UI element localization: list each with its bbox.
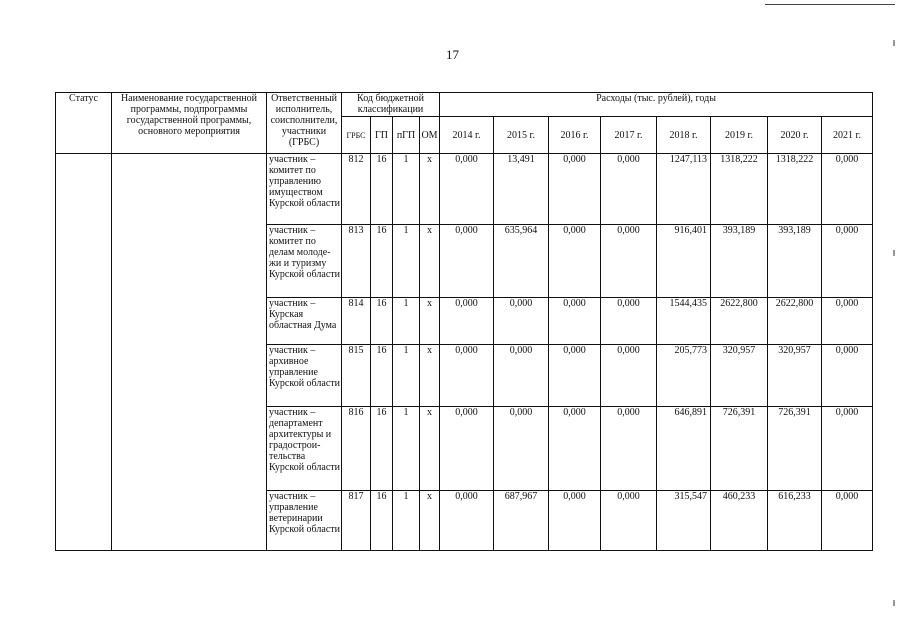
page-number: 17 <box>446 47 459 62</box>
om-cell: х <box>420 298 440 345</box>
value-cell: 0,000 <box>440 407 494 491</box>
value-cell: 0,000 <box>440 345 494 407</box>
value-cell: 726,391 <box>711 407 768 491</box>
header-year: 2016 г. <box>549 117 601 154</box>
gp-cell: 16 <box>371 154 393 225</box>
gp-cell: 16 <box>371 491 393 551</box>
status-cell <box>56 154 112 551</box>
executor-cell: участник – архивное управление Курской области <box>267 345 342 407</box>
value-cell: 0,000 <box>440 225 494 298</box>
value-cell: 0,000 <box>494 298 549 345</box>
budget-table <box>55 92 873 551</box>
pgp-cell: 1 <box>393 298 420 345</box>
value-cell: 0,000 <box>549 407 601 491</box>
gp-cell: 16 <box>371 407 393 491</box>
value-cell: 0,000 <box>822 491 873 551</box>
header-status: Статус <box>56 93 112 154</box>
value-cell: 0,000 <box>601 407 657 491</box>
om-cell: х <box>420 154 440 225</box>
value-cell: 0,000 <box>601 345 657 407</box>
pgp-cell: 1 <box>393 225 420 298</box>
value-cell: 393,189 <box>768 225 822 298</box>
pgp-cell: 1 <box>393 407 420 491</box>
header-expenses: Расходы (тыс. рублей), годы <box>440 93 873 117</box>
header-budget-code: Код бюджетной классификации <box>342 93 440 117</box>
value-cell: 205,773 <box>657 345 711 407</box>
value-cell: 2622,800 <box>711 298 768 345</box>
value-cell: 0,000 <box>601 225 657 298</box>
grbs-cell: 813 <box>342 225 371 298</box>
om-cell: х <box>420 407 440 491</box>
value-cell: 0,000 <box>549 225 601 298</box>
value-cell: 0,000 <box>440 154 494 225</box>
value-cell: 0,000 <box>601 154 657 225</box>
value-cell: 0,000 <box>440 298 494 345</box>
value-cell: 1247,113 <box>657 154 711 225</box>
value-cell: 320,957 <box>768 345 822 407</box>
margin-mark <box>893 600 895 606</box>
value-cell: 315,547 <box>657 491 711 551</box>
grbs-cell: 817 <box>342 491 371 551</box>
header-year: 2020 г. <box>768 117 822 154</box>
header-pgp: пГП <box>393 117 420 154</box>
value-cell: 635,964 <box>494 225 549 298</box>
value-cell: 0,000 <box>494 407 549 491</box>
value-cell: 0,000 <box>549 491 601 551</box>
gp-cell: 16 <box>371 345 393 407</box>
header-year: 2017 г. <box>601 117 657 154</box>
header-year: 2018 г. <box>657 117 711 154</box>
value-cell: 2622,800 <box>768 298 822 345</box>
value-cell: 0,000 <box>549 154 601 225</box>
grbs-cell: 814 <box>342 298 371 345</box>
value-cell: 0,000 <box>494 345 549 407</box>
grbs-cell: 816 <box>342 407 371 491</box>
value-cell: 1318,222 <box>711 154 768 225</box>
executor-cell: участник – комитет по делам молоде-жи и туризму Курской области <box>267 225 342 298</box>
value-cell: 13,491 <box>494 154 549 225</box>
header-year: 2015 г. <box>494 117 549 154</box>
margin-mark <box>893 40 895 46</box>
executor-cell: участник – комитет по управлению имуществом Курской области <box>267 154 342 225</box>
value-cell: 646,891 <box>657 407 711 491</box>
executor-cell: участник – управление ветеринарии Курской области <box>267 491 342 551</box>
value-cell: 1318,222 <box>768 154 822 225</box>
om-cell: х <box>420 491 440 551</box>
value-cell: 0,000 <box>822 225 873 298</box>
gp-cell: 16 <box>371 225 393 298</box>
pgp-cell: 1 <box>393 345 420 407</box>
header-gp: ГП <box>371 117 393 154</box>
header-om: ОМ <box>420 117 440 154</box>
value-cell: 393,189 <box>711 225 768 298</box>
value-cell: 460,233 <box>711 491 768 551</box>
value-cell: 0,000 <box>822 298 873 345</box>
value-cell: 1544,435 <box>657 298 711 345</box>
value-cell: 0,000 <box>440 491 494 551</box>
pgp-cell: 1 <box>393 491 420 551</box>
value-cell: 916,401 <box>657 225 711 298</box>
value-cell: 0,000 <box>549 298 601 345</box>
header-name: Наименование государственной программы, подпрограммы государственной программы, основного мероприятия <box>112 93 267 154</box>
gp-cell: 16 <box>371 298 393 345</box>
name-cell <box>112 154 267 551</box>
om-cell: х <box>420 345 440 407</box>
header-year: 2019 г. <box>711 117 768 154</box>
value-cell: 0,000 <box>822 407 873 491</box>
value-cell: 687,967 <box>494 491 549 551</box>
header-executor: Ответственный исполнитель, соисполнители, участники (ГРБС) <box>267 93 342 154</box>
header-year: 2014 г. <box>440 117 494 154</box>
executor-cell: участник – Курская областная Дума <box>267 298 342 345</box>
value-cell: 0,000 <box>549 345 601 407</box>
header-year: 2021 г. <box>822 117 873 154</box>
value-cell: 0,000 <box>601 298 657 345</box>
table-row <box>56 154 873 225</box>
value-cell: 320,957 <box>711 345 768 407</box>
value-cell: 0,000 <box>822 154 873 225</box>
grbs-cell: 815 <box>342 345 371 407</box>
executor-cell: участник – департамент архитектуры и градострои-тельства Курской области <box>267 407 342 491</box>
pgp-cell: 1 <box>393 154 420 225</box>
value-cell: 0,000 <box>822 345 873 407</box>
om-cell: х <box>420 225 440 298</box>
header-grbs: ГРБС <box>342 117 371 154</box>
value-cell: 0,000 <box>601 491 657 551</box>
top-rule <box>765 4 895 5</box>
value-cell: 616,233 <box>768 491 822 551</box>
margin-mark <box>893 250 895 256</box>
grbs-cell: 812 <box>342 154 371 225</box>
value-cell: 726,391 <box>768 407 822 491</box>
